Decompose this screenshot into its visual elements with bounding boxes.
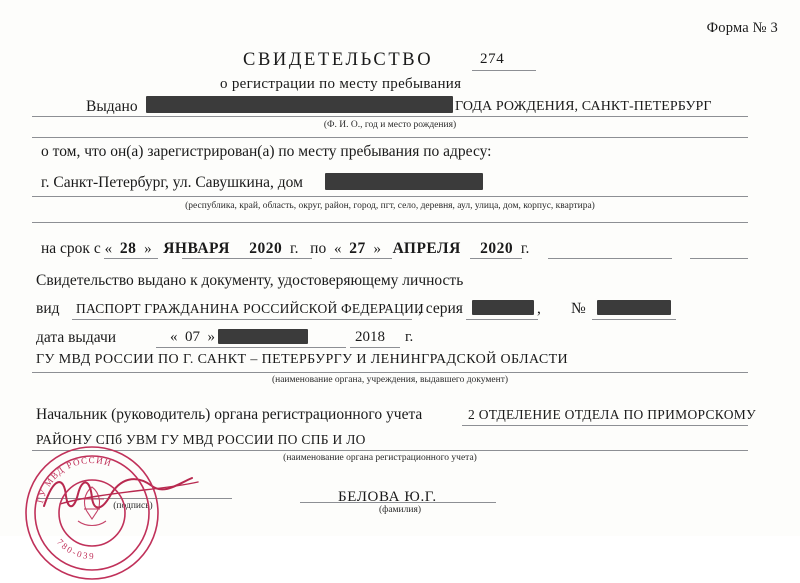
quote-close-to: » <box>373 241 381 257</box>
document-subtitle: о регистрации по месту пребывания <box>220 76 462 92</box>
rule-name-line <box>32 116 748 117</box>
redacted-full-name <box>146 96 453 113</box>
document-kind-label: вид <box>36 300 60 317</box>
issued-to-label: Выдано <box>86 98 138 115</box>
quote-open-issue: « <box>170 329 178 345</box>
term-from-day: 28 <box>119 240 137 257</box>
term-to-year-suffix: г. <box>520 240 530 257</box>
rule-term-from-year <box>330 258 392 259</box>
document-kind-value: ПАСПОРТ ГРАЖДАНИНА РОССИЙСКОЙ ФЕДЕРАЦИИ <box>76 301 424 316</box>
chief-value-line2: РАЙОНУ СПб УВМ ГУ МВД РОССИИ ПО СПБ И ЛО <box>36 432 366 447</box>
certificate-number-rule <box>472 70 536 71</box>
term-middle: по <box>310 240 327 257</box>
rule-document-number <box>592 319 676 320</box>
series-comma: , <box>537 300 541 317</box>
rule-issue-month <box>214 347 346 348</box>
issue-year-suffix: г. <box>405 329 414 345</box>
term-row <box>41 240 529 258</box>
rule-address-line <box>32 196 748 197</box>
term-prefix: на срок с <box>41 240 101 257</box>
rule-chief-line1 <box>462 425 748 426</box>
rule-document-kind <box>72 319 412 320</box>
redacted-document-number <box>597 300 671 315</box>
address-value: г. Санкт-Петербург, ул. Савушкина, дом <box>41 174 303 191</box>
stamp-ring-text-top: ГУ МВД РОССИИ <box>35 454 114 505</box>
identity-document-statement: Свидетельство выдано к документу, удостоверяющему личность <box>36 272 464 289</box>
form-number-label: Форма № 3 <box>706 20 778 36</box>
rule-address-line-second <box>32 222 748 223</box>
quote-open-to: « <box>333 241 342 257</box>
redacted-address-detail <box>325 173 483 190</box>
rule-term-to-day <box>470 258 522 259</box>
stamp-ring-text-bottom: 780-039 <box>55 536 96 562</box>
issue-day-value: 07 <box>185 329 200 345</box>
registration-statement: о том, что он(а) зарегистрирован(а) по месту пребывания по адресу: <box>41 143 492 160</box>
rule-family-name <box>300 502 496 503</box>
document-title: СВИДЕТЕЛЬСТВО <box>243 50 434 70</box>
issue-date-label: дата выдачи <box>36 329 117 346</box>
issuing-authority: ГУ МВД РОССИИ ПО Г. САНКТ – ПЕТЕРБУРГУ И ЛЕНИНГРАДСКОЙ ОБЛАСТИ <box>36 352 569 367</box>
rule-term-to-month <box>548 258 672 259</box>
term-from-month: ЯНВАРЯ <box>163 240 230 257</box>
official-stamp <box>22 443 162 583</box>
term-to-month: АПРЕЛЯ <box>392 240 461 257</box>
rule-term-to-year <box>690 258 748 259</box>
redacted-series <box>472 300 534 315</box>
caption-address: (республика, край, область, округ, район, город, пгт, село, деревня, аул, улица, дом, корпус, квартира) <box>185 201 595 211</box>
term-to-day: 27 <box>349 240 366 257</box>
rule-issue-year <box>350 347 400 348</box>
rule-term-from-month <box>182 258 312 259</box>
rule-name-line-second <box>32 137 748 138</box>
rule-term-from-day <box>104 258 158 259</box>
term-to-year: 2020 <box>480 240 514 257</box>
chief-label: Начальник (руководитель) органа регистрационного учета <box>36 406 423 423</box>
caption-family-name: (фамилия) <box>379 505 421 515</box>
signer-family-name: БЕЛОВА Ю.Г. <box>338 489 437 505</box>
svg-text:ГУ МВД РОССИИ <box>35 455 113 504</box>
certificate-number: 274 <box>480 51 505 67</box>
rule-signature <box>36 498 232 499</box>
rule-authority <box>32 372 748 373</box>
term-from-year: 2020 <box>249 240 283 257</box>
number-symbol: № <box>571 300 586 317</box>
rule-issue-day <box>156 347 214 348</box>
chief-value-line1: 2 ОТДЕЛЕНИЕ ОТДЕЛА ПО ПРИМОРСКОМУ <box>468 407 756 422</box>
caption-fio: (Ф. И. О., год и место рождения) <box>323 120 457 130</box>
svg-text:780-039 <box>55 537 96 561</box>
quote-close-from: » <box>144 241 152 257</box>
quote-close-issue: » <box>207 329 215 345</box>
rule-chief-line2 <box>32 450 748 451</box>
issue-year-value: 2018 <box>355 329 385 345</box>
caption-signature: (подпись) <box>113 501 153 511</box>
term-from-year-suffix: г. <box>290 240 299 257</box>
document-series-label: , серия <box>418 300 463 317</box>
birth-place-text: ГОДА РОЖДЕНИЯ, САНКТ-ПЕТЕРБУРГ <box>455 99 712 114</box>
redacted-issue-month <box>218 329 308 344</box>
issue-date-row <box>170 329 215 346</box>
rule-document-series <box>466 319 538 320</box>
caption-chief: (наименование органа регистрационного учета) <box>283 453 477 463</box>
quote-open-from: « <box>104 241 113 257</box>
caption-authority: (наименование органа, учреждения, выдавшего документ) <box>271 375 509 385</box>
